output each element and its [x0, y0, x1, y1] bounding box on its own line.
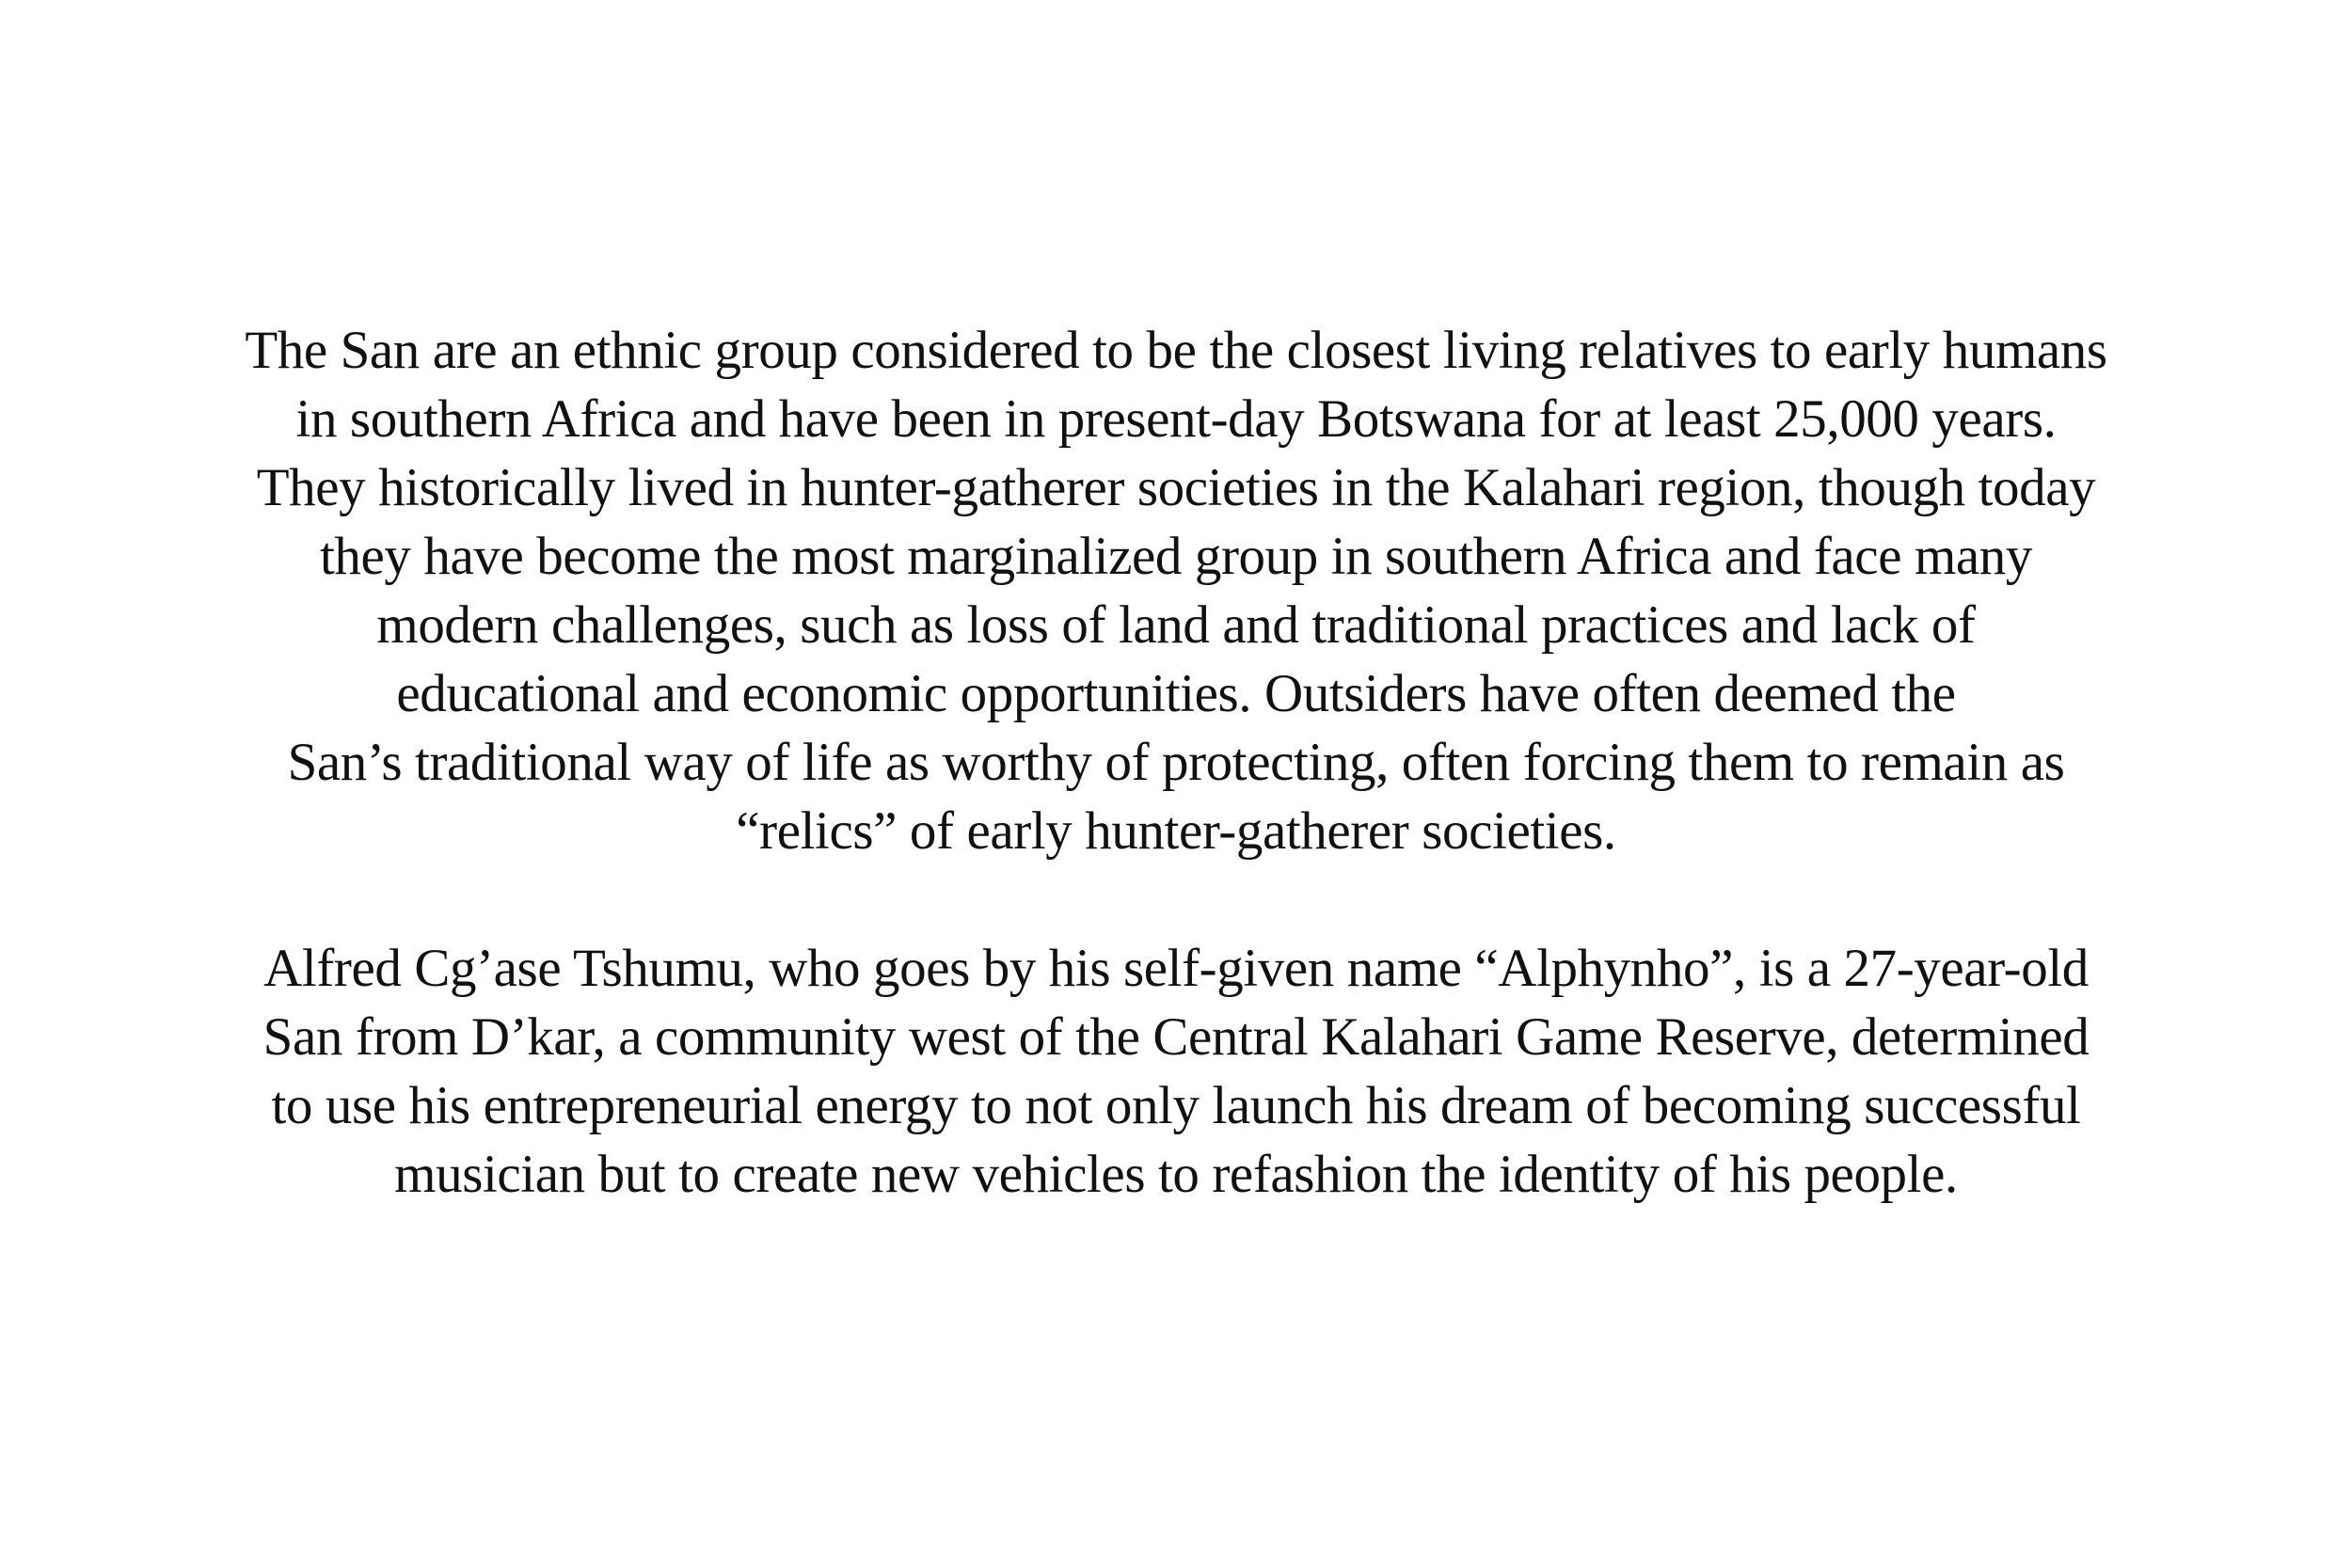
text-line: they have become the most marginalized group in southern Africa and face many	[319, 527, 2032, 586]
text-line: “relics” of early hunter-gatherer societies.	[736, 801, 1616, 861]
text-line: Alfred Cg’ase Tshumu, who goes by his self-given name “Alphynho”, is a 27-year-old	[263, 939, 2089, 998]
text-line: to use his entrepreneurial energy to not only launch his dream of becoming successful	[271, 1076, 2081, 1135]
text-line: The San are an ethnic group considered to be the closest living relatives to early humans	[245, 321, 2107, 380]
text-line: San’s traditional way of life as worthy of protecting, often forcing them to remain as	[287, 733, 2065, 792]
text-line: musician but to create new vehicles to refashion the identity of his people.	[394, 1145, 1958, 1204]
text-line: They historically lived in hunter-gatherer societies in the Kalahari region, though today	[256, 458, 2096, 517]
paragraph-alphynho	[141, 934, 2211, 1209]
text-line: San from D’kar, a community west of the Central Kalahari Game Reserve, determined	[262, 1007, 2090, 1067]
text-line: educational and economic opportunities. Outsiders have often deemed the	[396, 664, 1956, 723]
text-line: in southern Africa and have been in present-day Botswana for at least 25,000 years.	[295, 389, 2057, 449]
paragraph-san-background	[141, 316, 2211, 865]
body-text	[141, 316, 2211, 1209]
text-line: modern challenges, such as loss of land and traditional practices and lack of	[376, 595, 1976, 655]
